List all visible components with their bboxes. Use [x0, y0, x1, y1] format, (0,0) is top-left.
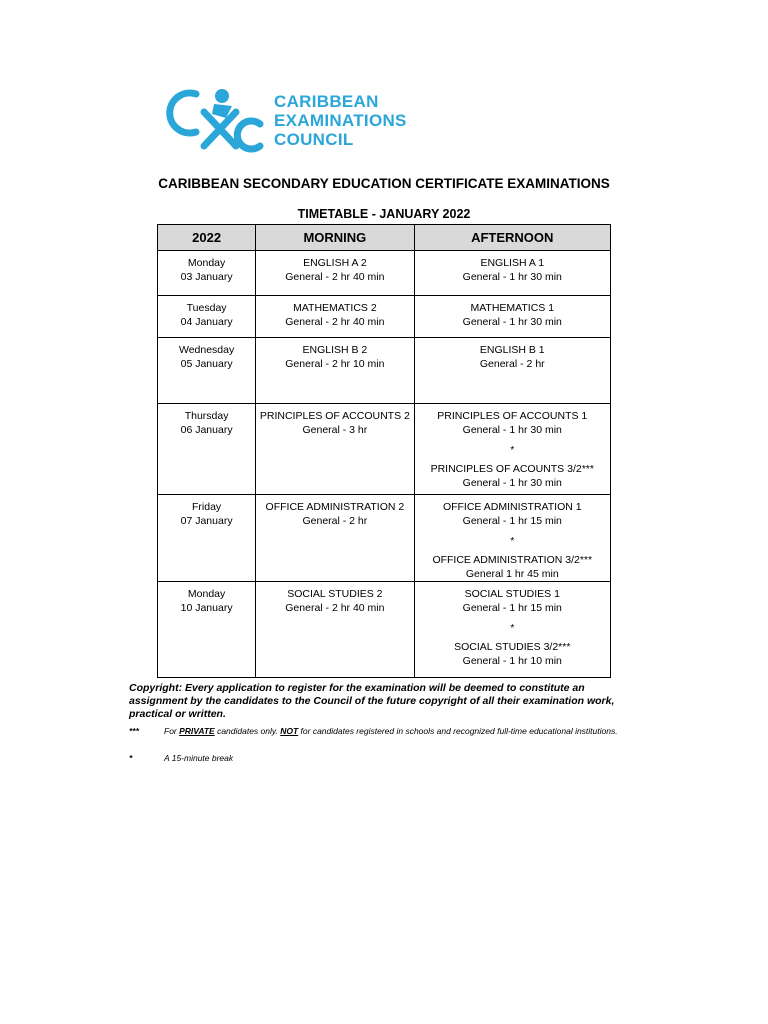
paper-name: PRINCIPLES OF ACCOUNTS 1 [437, 410, 588, 422]
break-marker: * [510, 622, 515, 634]
day-cell [158, 296, 256, 338]
afternoon-cell [414, 582, 610, 678]
morning-cell [256, 495, 414, 582]
paper-duration: General 1 hr 45 min [465, 568, 559, 580]
paper-duration: General - 3 hr [302, 424, 368, 436]
exam-date: 07 January [180, 515, 233, 527]
timetable-header-row [158, 225, 611, 251]
note-not: NOT [280, 726, 299, 736]
table-row [158, 495, 611, 582]
exam-date: 05 January [180, 358, 233, 370]
table-row [158, 582, 611, 678]
cxc-logo [166, 84, 426, 154]
afternoon-cell [414, 495, 610, 582]
paper-name: OFFICE ADMINISTRATION 1 [442, 501, 582, 513]
paper-name: ENGLISH A 1 [480, 257, 545, 269]
paper-name: ENGLISH B 2 [302, 344, 368, 356]
paper-name: SOCIAL STUDIES 3/2*** [454, 641, 571, 653]
paper-duration: General - 2 hr 40 min [285, 316, 385, 328]
table-row [158, 296, 611, 338]
paper-duration: General - 1 hr 10 min [462, 655, 562, 667]
table-row [158, 338, 611, 404]
paper-name: OFFICE ADMINISTRATION 2 [265, 501, 405, 513]
note-private: PRIVATE [179, 726, 215, 736]
paper-name: ENGLISH A 2 [303, 257, 367, 269]
weekday: Friday [192, 501, 222, 513]
paper-duration: General - 2 hr 40 min [285, 271, 385, 283]
cxc-emblem-icon [166, 84, 266, 154]
paper-duration: General - 1 hr 15 min [462, 602, 562, 614]
break-marker: * [510, 444, 515, 456]
break-mark: * [129, 753, 133, 763]
paper-duration: General - 1 hr 15 min [462, 515, 562, 527]
paper-duration: General - 2 hr [302, 515, 368, 527]
morning-cell [256, 404, 414, 495]
paper-name: OFFICE ADMINISTRATION 3/2*** [432, 554, 593, 566]
break-marker: * [510, 535, 515, 547]
column-header-morning: MORNING [256, 225, 414, 251]
paper-duration: General - 1 hr 30 min [462, 316, 562, 328]
note-mark: *** [129, 726, 139, 736]
paper-name: MATHEMATICS 2 [293, 302, 377, 314]
timetable [157, 224, 611, 678]
morning-cell [256, 338, 414, 404]
weekday: Monday [187, 588, 226, 600]
morning-cell [256, 251, 414, 296]
paper-duration: General - 2 hr [479, 358, 545, 370]
exam-date: 03 January [180, 271, 233, 283]
exam-date: 10 January [180, 602, 233, 614]
weekday: Wednesday [178, 344, 235, 356]
paper-name: ENGLISH B 1 [479, 344, 545, 356]
document-subtitle: TIMETABLE - JANUARY 2022 [297, 207, 471, 221]
afternoon-cell [414, 296, 610, 338]
morning-cell [256, 296, 414, 338]
paper-name: SOCIAL STUDIES 2 [287, 588, 383, 600]
paper-duration: General - 1 hr 30 min [462, 271, 562, 283]
day-cell [158, 495, 256, 582]
exam-date: 04 January [180, 316, 233, 328]
paper-duration: General - 2 hr 10 min [285, 358, 385, 370]
exam-date: 06 January [180, 424, 233, 436]
figure-head-icon [215, 89, 229, 103]
logo-line: EXAMINATIONS [274, 111, 407, 130]
note-text: for candidates registered in schools and recognized full-time educational institutions. [298, 726, 618, 736]
copyright-notice: Copyright: Every application to register for the examination will be deemed to constitute an assignment by the candidates to the Council of the future copyright of all their examination work, practical or written. [129, 682, 615, 720]
note-text: candidates only. [214, 726, 281, 736]
afternoon-cell [414, 338, 610, 404]
column-header-afternoon: AFTERNOON [414, 225, 610, 251]
table-row [158, 404, 611, 495]
weekday: Thursday [184, 410, 229, 422]
paper-name: SOCIAL STUDIES 1 [464, 588, 560, 600]
break-text: A 15-minute break [164, 753, 234, 763]
day-cell [158, 582, 256, 678]
column-header-year: 2022 [158, 225, 256, 251]
paper-name: MATHEMATICS 1 [470, 302, 555, 314]
morning-cell [256, 582, 414, 678]
logo-line: CARIBBEAN [274, 92, 379, 111]
paper-duration: General - 1 hr 30 min [462, 477, 562, 489]
note-text: For [164, 726, 180, 736]
day-cell [158, 251, 256, 296]
afternoon-cell [414, 404, 610, 495]
day-cell [158, 404, 256, 495]
paper-name: PRINCIPLES OF ACCOUNTS 2 [259, 410, 410, 422]
document-title: CARIBBEAN SECONDARY EDUCATION CERTIFICATE EXAMINATIONS [158, 176, 610, 191]
weekday: Tuesday [186, 302, 227, 314]
weekday: Monday [187, 257, 226, 269]
break-note [129, 753, 233, 763]
private-candidates-note [129, 726, 634, 737]
logo-wordmark [274, 92, 407, 149]
paper-duration: General - 2 hr 40 min [285, 602, 385, 614]
paper-name: PRINCIPLES OF ACOUNTS 3/2*** [430, 463, 594, 475]
paper-duration: General - 1 hr 30 min [462, 424, 562, 436]
afternoon-cell [414, 251, 610, 296]
day-cell [158, 338, 256, 404]
table-row [158, 251, 611, 296]
logo-line: COUNCIL [274, 130, 354, 149]
